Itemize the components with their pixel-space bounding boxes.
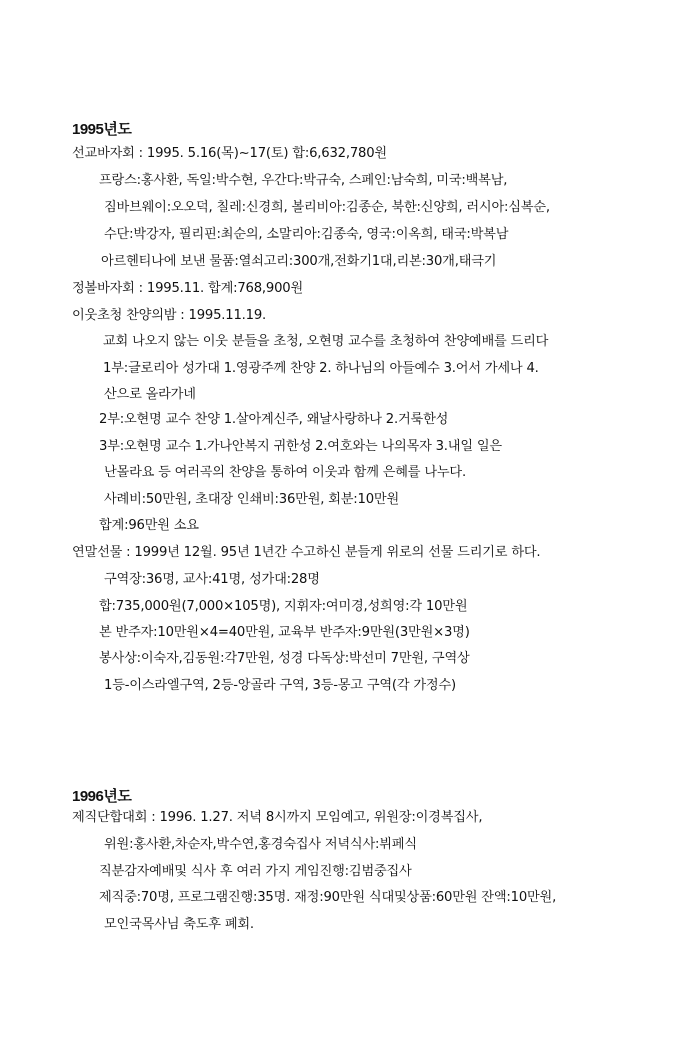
text-line: 프랑스:홍사환, 독일:박수현, 우간다:박규숙, 스페인:남숙희, 미국:백복남, [99, 173, 508, 188]
text-line: 산으로 올라가네 [104, 387, 196, 402]
text-line: 본 반주자:10만원×4=40만원, 교육부 반주자:9만원(3만원×3명) [99, 625, 470, 640]
text-line: 사례비:50만원, 초대장 인쇄비:36만원, 회분:10만원 [104, 492, 399, 507]
text-line: 교회 나오지 않는 이웃 분들을 초청, 오현명 교수를 초청하여 찬양예배를 드리다 [103, 334, 549, 349]
text-line: 1등-이스라엘구역, 2등-앙골라 구역, 3등-몽고 구역(각 가정수) [104, 678, 456, 693]
text-line: 구역장:36명, 교사:41명, 성가대:28명 [104, 572, 320, 587]
text-line: 제직단합대회 : 1996. 1.27. 저녁 8시까지 모임예고, 위원장:이경복집사, [72, 810, 483, 825]
text-line: 2부:오현명 교수 찬양 1.살아계신주, 왜날사랑하나 2.거룩한성 [99, 412, 449, 427]
text-line: 3부:오현명 교수 1.가나안복지 귀한성 2.여호와는 나의목자 3.내일 일은 [99, 439, 502, 454]
text-line: 선교바자회 : 1995. 5.16(목)~17(토) 합:6,632,780원 [72, 146, 387, 161]
text-line: 짐바브웨이:오오덕, 칠레:신경희, 볼리비아:김종순, 북한:신양희, 러시아:심복순, [104, 200, 550, 215]
text-line: 봉사상:이숙자,김동원:각7만원, 성경 다독상:박선미 7만원, 구역상 [99, 651, 470, 666]
text-line: 수단:박강자, 필리핀:최순의, 소말리아:김종숙, 영국:이옥희, 태국:박복남 [104, 227, 509, 242]
text-line: 제직중:70명, 프로그램진행:35명. 재정:90만원 식대및상품:60만원 잔액:10만원, [99, 890, 557, 905]
text-line: 정볼바자회 : 1995.11. 합계:768,900원 [72, 281, 304, 296]
text-line: 난몰라요 등 여러곡의 찬양을 통하여 이웃과 함께 은혜를 나누다. [104, 465, 466, 480]
text-line: 이웃초청 찬양의밤 : 1995.11.19. [72, 308, 267, 323]
text-line: 합계:96만원 소요 [99, 518, 199, 533]
text-line: 아르헨티나에 보낸 물품:열쇠고리:300개,전화기1대,리본:30개,태극기 [101, 254, 497, 269]
text-line: 위원:홍사환,차순자,박수연,홍경숙집사 저녁식사:뷔페식 [104, 837, 417, 852]
year-heading-1995: 1995년도 [72, 121, 132, 138]
year-heading-1996: 1996년도 [72, 788, 132, 805]
text-line: 모인국목사님 축도후 폐회. [104, 917, 254, 932]
text-line: 합:735,000원(7,000×105명), 지휘자:여미경,성희영:각 10만원 [99, 599, 468, 614]
text-line: 직분감자예배및 식사 후 여러 가지 게임진행:김범중집사 [99, 864, 412, 879]
text-line: 1부:글로리아 성가대 1.영광주께 찬양 2. 하나님의 아들예수 3.어서 가세나 4. [103, 361, 539, 376]
text-line: 연말선물 : 1999년 12월. 95년 1년간 수고하신 분들게 위로의 선물 드리기로 하다. [72, 545, 541, 560]
